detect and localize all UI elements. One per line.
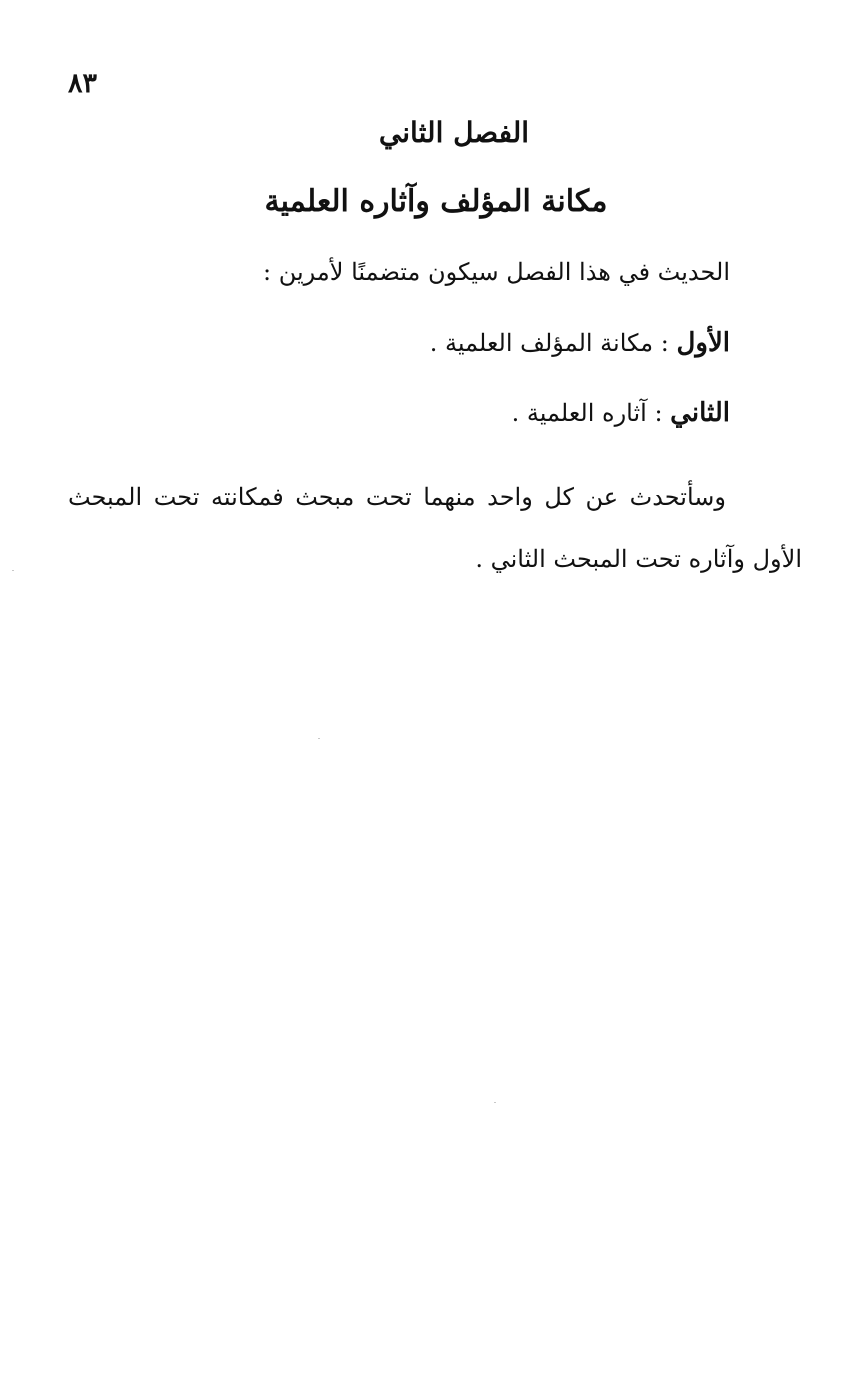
list-item-text: آثاره العلمية . [511,399,647,427]
closing-paragraph [68,466,802,590]
closing-line-1: وسأتحدث عن كل واحد منهما تحت مبحث فمكانته تحت المبحث [68,483,726,511]
scan-speck [494,1102,496,1103]
list-item-label: الثاني [670,398,730,428]
list-item-label: الأول [676,328,730,358]
intro-paragraph: الحديث في هذا الفصل سيكون متضمنًا لأمرين : [262,258,730,286]
list-item-text: مكانة المؤلف العلمية . [429,329,654,357]
closing-line-2: الأول وآثاره تحت المبحث الثاني . [475,545,802,573]
chapter-title: مكانة المؤلف وآثاره العلمية [264,184,608,219]
list-item-first [430,328,730,358]
scan-speck [12,570,14,571]
list-item-second [512,398,730,428]
scan-speck [318,738,320,739]
page-number: ٨٣ [68,68,98,99]
list-item-separator: : [646,399,671,427]
list-item-separator: : [653,329,677,357]
chapter-label: الفصل الثاني [378,116,530,149]
